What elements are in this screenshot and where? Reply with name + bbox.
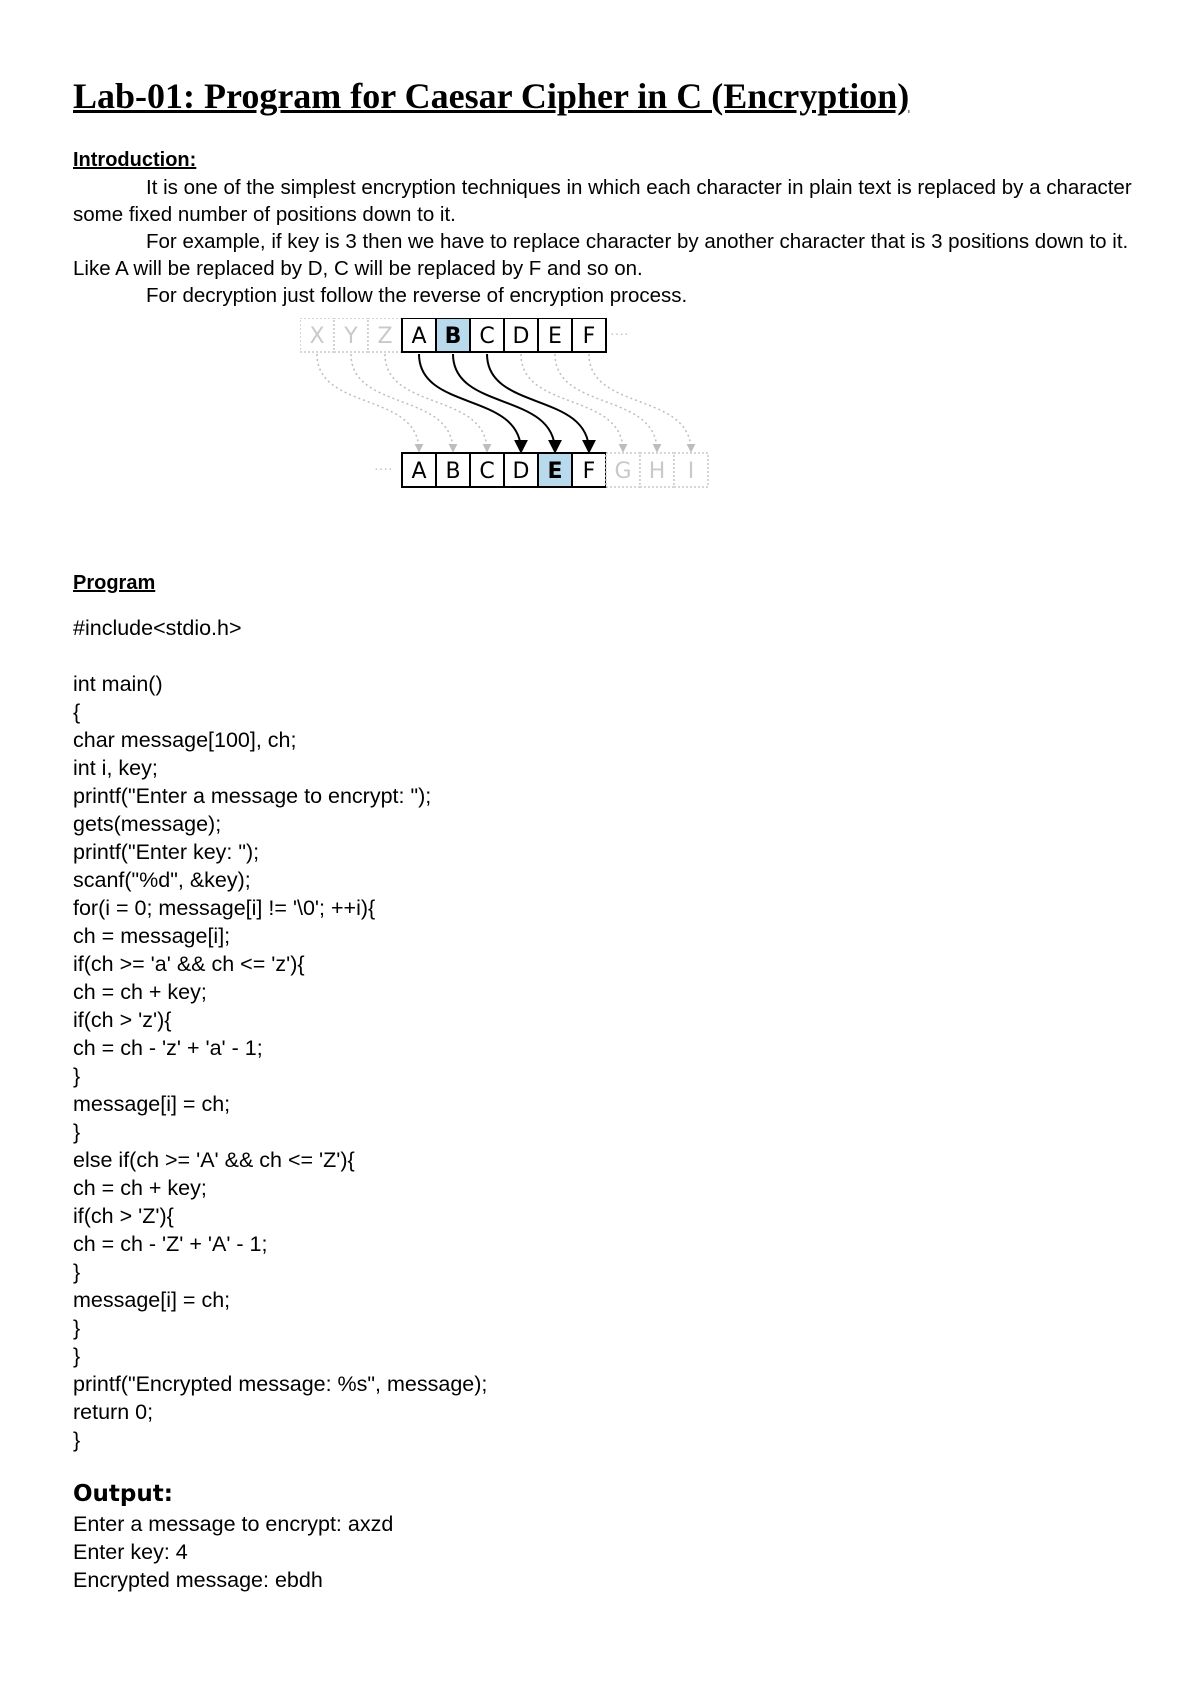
code-line: ch = ch - 'Z' + 'A' - 1; [73, 1232, 268, 1256]
intro-paragraph: It is one of the simplest encryption techniques in which each character in plain text is replaced by a character some fixed number of positions down to it. [73, 176, 1132, 226]
shift-arrow-faded [589, 354, 691, 451]
program-heading: Program [73, 572, 156, 594]
output-heading: Output: [73, 1481, 173, 1507]
cipher-cell-letter: C [479, 324, 495, 349]
output-line: Enter a message to encrypt: axzd [73, 1512, 394, 1536]
cipher-cell-letter: I [687, 459, 695, 484]
code-line: printf("Enter a message to encrypt: "); [73, 784, 432, 808]
code-line [73, 642, 487, 670]
code-line: if(ch > 'z'){ [73, 1008, 172, 1032]
code-line: } [73, 1064, 81, 1088]
cipher-cell-letter: E [548, 324, 562, 349]
code-line: #include<stdio.h> [73, 616, 242, 640]
cipher-cell-letter: Y [344, 324, 358, 349]
cipher-cell-letter: G [614, 459, 632, 484]
code-line: char message[100], ch; [73, 728, 297, 752]
cipher-cell-letter: A [411, 324, 427, 349]
cipher-cell-letter: B [445, 459, 461, 484]
code-line: ch = ch + key; [73, 1176, 207, 1200]
shift-arrow-faded [317, 354, 419, 451]
code-line: } [73, 1428, 81, 1452]
code-line: ch = message[i]; [73, 924, 231, 948]
code-line: printf("Enter key: "); [73, 840, 260, 864]
cipher-cell-letter: F [582, 459, 596, 484]
code-line: if(ch > 'Z'){ [73, 1204, 174, 1228]
code-line: message[i] = ch; [73, 1288, 231, 1312]
code-line: } [73, 1344, 81, 1368]
caesar-shift-diagram [300, 318, 770, 518]
cipher-cell-letter: D [512, 459, 530, 484]
code-line: message[i] = ch; [73, 1092, 231, 1116]
code-line: int main() [73, 672, 163, 696]
page-title: Lab-01: Program for Caesar Cipher in C (Encryption) [73, 76, 910, 116]
code-line: for(i = 0; message[i] != '\0'; ++i){ [73, 896, 376, 920]
output-block [73, 1510, 393, 1594]
code-line: } [73, 1260, 81, 1284]
code-line: else if(ch >= 'A' && ch <= 'Z'){ [73, 1148, 355, 1172]
shift-arrow-faded [555, 354, 657, 451]
cipher-cell-letter: Z [377, 324, 393, 349]
introduction-heading: Introduction: [73, 149, 197, 171]
ellipsis-mark: ···· [374, 463, 393, 478]
code-listing [73, 614, 487, 1454]
cipher-cell-letter: X [309, 324, 325, 349]
code-line: ch = ch + key; [73, 980, 207, 1004]
cipher-cell-letter: F [582, 324, 596, 349]
introduction-body [73, 174, 1153, 309]
code-line: } [73, 1316, 81, 1340]
cipher-cell-letter: B [444, 324, 462, 349]
intro-paragraph: For example, if key is 3 then we have to replace character by another character that is 3 positions down to it. Like A will be replaced by D, C will be replaced by F and so on. [73, 230, 1129, 280]
shift-arrow-faded [351, 354, 453, 451]
code-line: ch = ch - 'z' + 'a' - 1; [73, 1036, 263, 1060]
intro-paragraph: For decryption just follow the reverse of encryption process. [146, 284, 688, 307]
code-line: printf("Encrypted message: %s", message); [73, 1372, 488, 1396]
cipher-cell-letter: E [547, 459, 563, 484]
cipher-cell-letter: A [411, 459, 427, 484]
cipher-cell-letter: H [648, 459, 666, 484]
cipher-cell-letter: C [479, 459, 495, 484]
code-line: scanf("%d", &key); [73, 868, 251, 892]
ellipsis-mark: ···· [610, 328, 629, 343]
cipher-cell-letter: D [512, 324, 530, 349]
code-line: int i, key; [73, 756, 158, 780]
output-line: Enter key: 4 [73, 1540, 188, 1564]
code-line: if(ch >= 'a' && ch <= 'z'){ [73, 952, 305, 976]
code-line: gets(message); [73, 812, 222, 836]
code-line: { [73, 700, 81, 724]
code-line: } [73, 1120, 81, 1144]
output-line: Encrypted message: ebdh [73, 1568, 323, 1592]
code-line: return 0; [73, 1400, 154, 1424]
shift-arrow-faded [521, 354, 623, 451]
shift-arrow [487, 354, 589, 451]
